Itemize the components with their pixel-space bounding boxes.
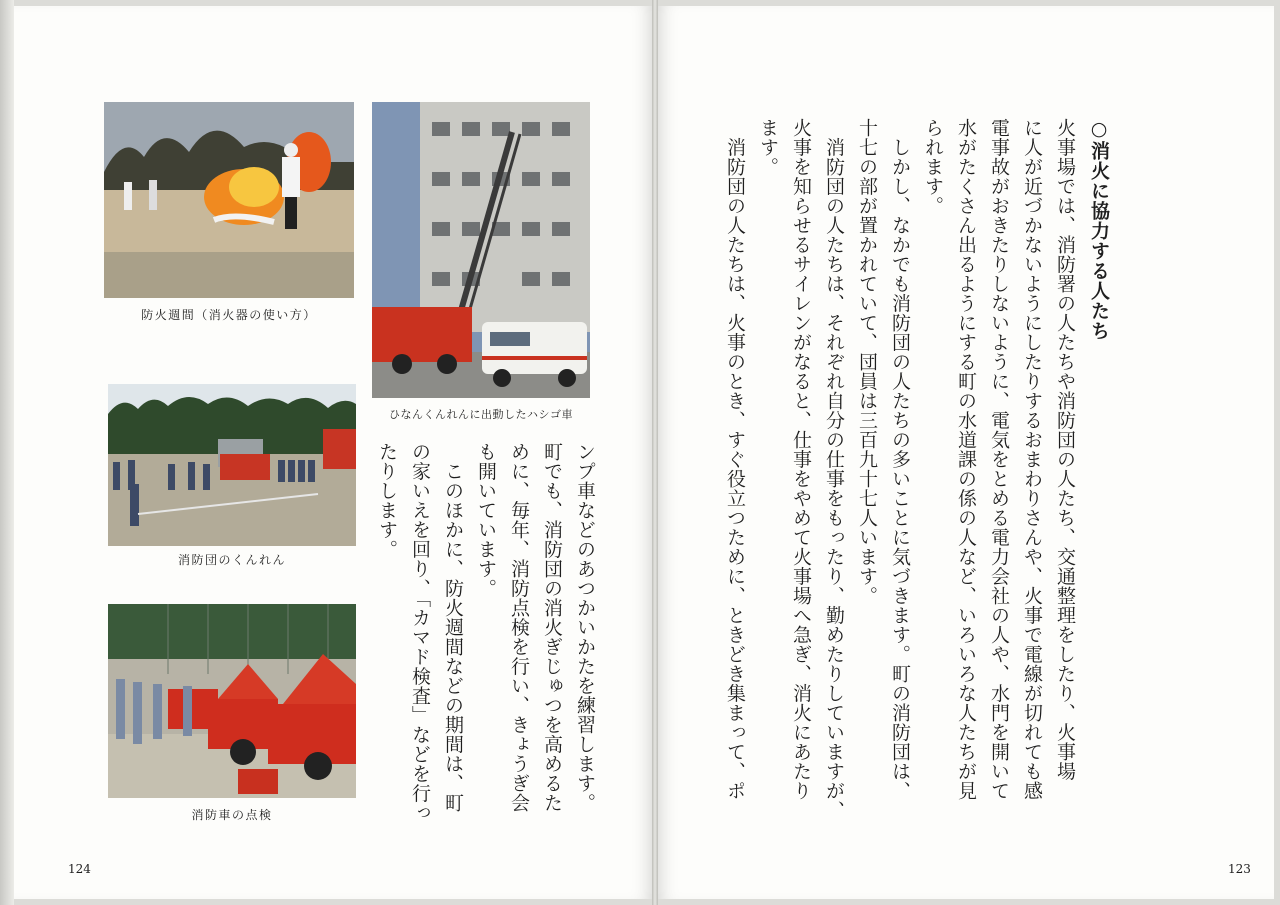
photo-fire-brigade-drill <box>108 384 356 546</box>
body-text-left: ンプ車などのあつかいかたを練習します。 町でも、消防団の消火ぎじゅつを高めるた めに、毎年、消防点検を行い、きょうぎ会 も開いています。 このほかに、防火週間などの期間は、町 の家いえを回り、「カマド検査」などを行っ たりします。 <box>376 442 596 823</box>
page-number: 123 <box>1228 862 1251 876</box>
photo-caption: 消防車の点検 <box>191 808 273 822</box>
body-text-right: 火事場では、消防署の人たちや消防団の人たち、交通整理をしたり、火事場 に人が近づかないようにしたりするおまわりさんや、火事で電線が切れても感 電事故がおきたりしないように、電気をとめる電力会社の人や、水門を開いて 水がたくさん出るようにする町の水道課の係の人など、いろいろな人たちが見 られます。 しかし、なかでも消防団の人たちの多いことに気づきます。町の消防団は、 十七の部が置かれていて、団員は三百九十七人います。 消防団の人たちは、それぞれ自分の仕事をもったり、勤めたりしていますが、 火事を知らせるサイレンがなると、仕事をやめて火事場へ急ぎ、消火にあたり ます。 消防団の人たちは、火事のとき、すぐ役立つために、ときどき集まって、ポ <box>724 118 1076 820</box>
right-page <box>658 6 1274 899</box>
photo-ladder-truck <box>372 102 590 398</box>
photo-caption: 消防団のくんれん <box>177 553 286 567</box>
section-heading: ○消火に協力する人たち <box>1088 118 1110 341</box>
photo-fire-truck-inspection <box>108 604 356 798</box>
page-number: 124 <box>68 862 91 876</box>
photo-fire-extinguisher-drill <box>104 102 354 298</box>
photo-caption: ひなんくんれんに出動したハシゴ車 <box>389 408 573 421</box>
left-page <box>14 6 652 899</box>
book-edge <box>0 0 14 905</box>
photo-caption: 防火週間（消火器の使い方） <box>141 308 317 322</box>
